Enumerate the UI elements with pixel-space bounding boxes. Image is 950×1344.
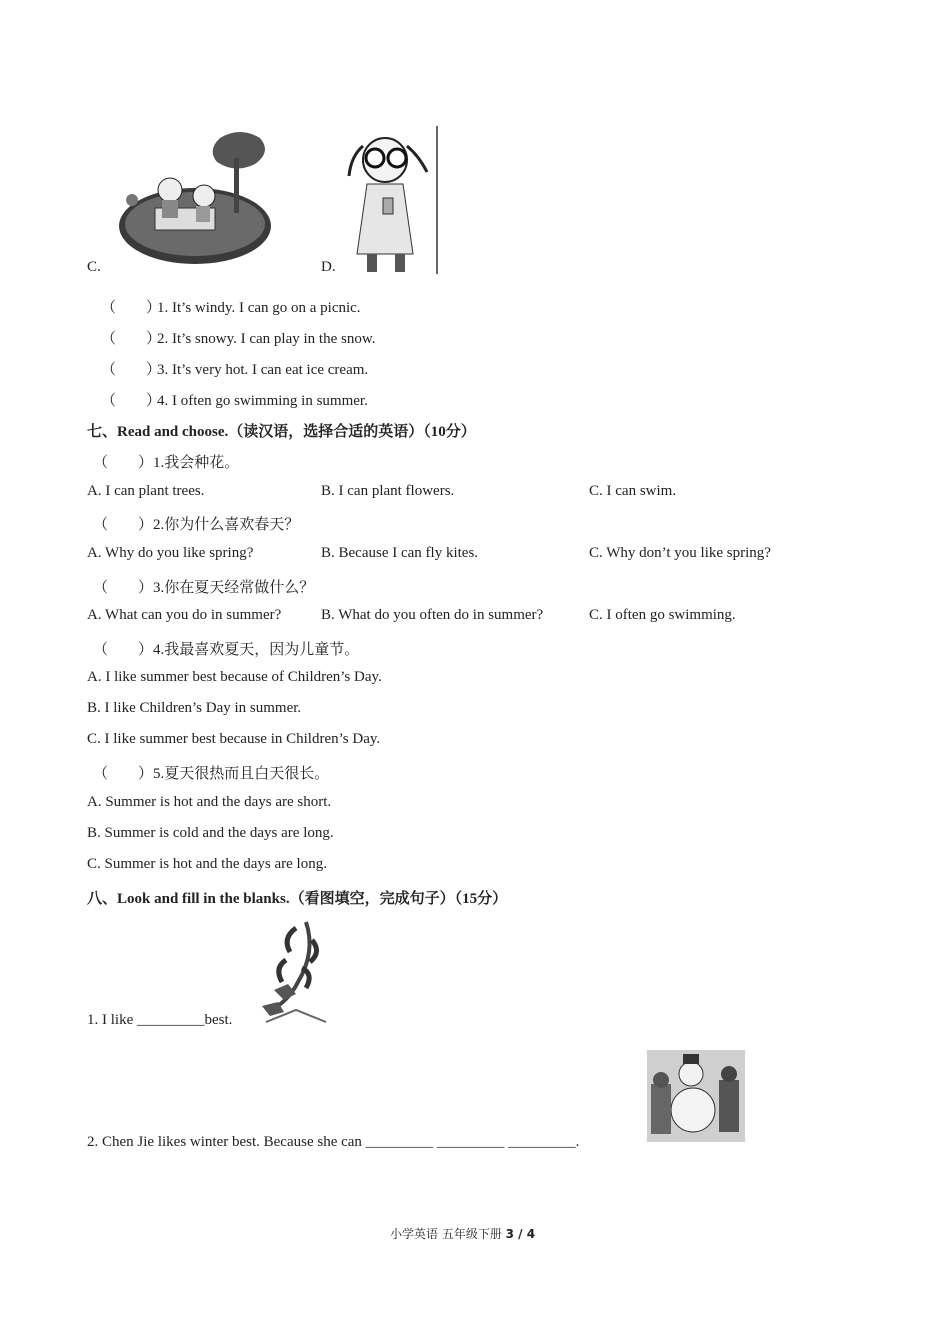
question-2-option-a: A. Why do you like spring? <box>87 545 254 561</box>
question-4-option-b: B. I like Children’s Day in summer. <box>87 700 302 716</box>
answer-blank[interactable]: （ ） <box>101 362 162 378</box>
footer-text: 小学英语 五年级下册 <box>390 1227 506 1241</box>
picnic-image <box>110 128 272 270</box>
question-2-option-c: C. Why don’t you like spring? <box>589 545 771 561</box>
question-5-option-b: B. Summer is cold and the days are long. <box>87 825 334 841</box>
page-number: 3 / 4 <box>505 1227 536 1241</box>
question-1-stem: （ ）1.我会种花。 <box>93 455 240 471</box>
fill-sentence-1: 1. I like _________best. <box>87 1012 233 1028</box>
question-1-option-c: C. I can swim. <box>589 483 677 499</box>
question-4-option-a: A. I like summer best because of Children’s Day. <box>87 669 382 685</box>
answer-blank[interactable]: （ ） <box>101 393 162 409</box>
winter-image <box>647 1050 745 1142</box>
question-1-option-a: A. I can plant trees. <box>87 483 205 499</box>
question-2-stem: （ ）2.你为什么喜欢春天？ <box>93 517 300 533</box>
list-item: （ ）2. It’s snowy. I can play in the snow. <box>101 327 375 348</box>
question-4-option-c: C. I like summer best because in Children’s Day. <box>87 731 381 747</box>
section-8-heading: 八、Look and fill in the blanks.（看图填空，完成句子）（15分） <box>87 891 508 907</box>
question-3-option-a: A. What can you do in summer? <box>87 607 282 623</box>
answer-blank[interactable]: （ ） <box>101 300 162 316</box>
list-item: （ ）3. It’s very hot. I can eat ice cream. <box>101 358 368 379</box>
question-2-option-b: B. Because I can fly kites. <box>321 545 479 561</box>
question-3-option-b: B. What do you often do in summer? <box>321 607 544 623</box>
list-item: （ ）4. I often go swimming in summer. <box>101 389 368 410</box>
page-footer <box>390 1225 535 1242</box>
option-d-label: D. <box>321 259 336 275</box>
answer-blank[interactable]: （ ） <box>101 331 162 347</box>
section-7-heading: 七、Read and choose.（读汉语，选择合适的英语）（10分） <box>87 424 476 440</box>
girl-image <box>345 126 439 274</box>
question-5-option-a: A. Summer is hot and the days are short. <box>87 794 332 810</box>
question-4-stem: （ ）4.我最喜欢夏天，因为儿童节。 <box>93 642 360 658</box>
question-5-option-c: C. Summer is hot and the days are long. <box>87 856 327 872</box>
list-item: （ ）1. It’s windy. I can go on a picnic. <box>101 296 361 317</box>
question-3-option-c: C. I often go swimming. <box>589 607 736 623</box>
option-c-label: C. <box>87 259 101 275</box>
question-3-stem: （ ）3.你在夏天经常做什么？ <box>93 580 315 596</box>
question-5-stem: （ ）5.夏天很热而且白天很长。 <box>93 766 330 782</box>
question-1-option-b: B. I can plant flowers. <box>321 483 455 499</box>
fill-sentence-2: 2. Chen Jie likes winter best. Because she can _________ _________ _________. <box>87 1134 580 1150</box>
autumn-image <box>256 920 330 1030</box>
